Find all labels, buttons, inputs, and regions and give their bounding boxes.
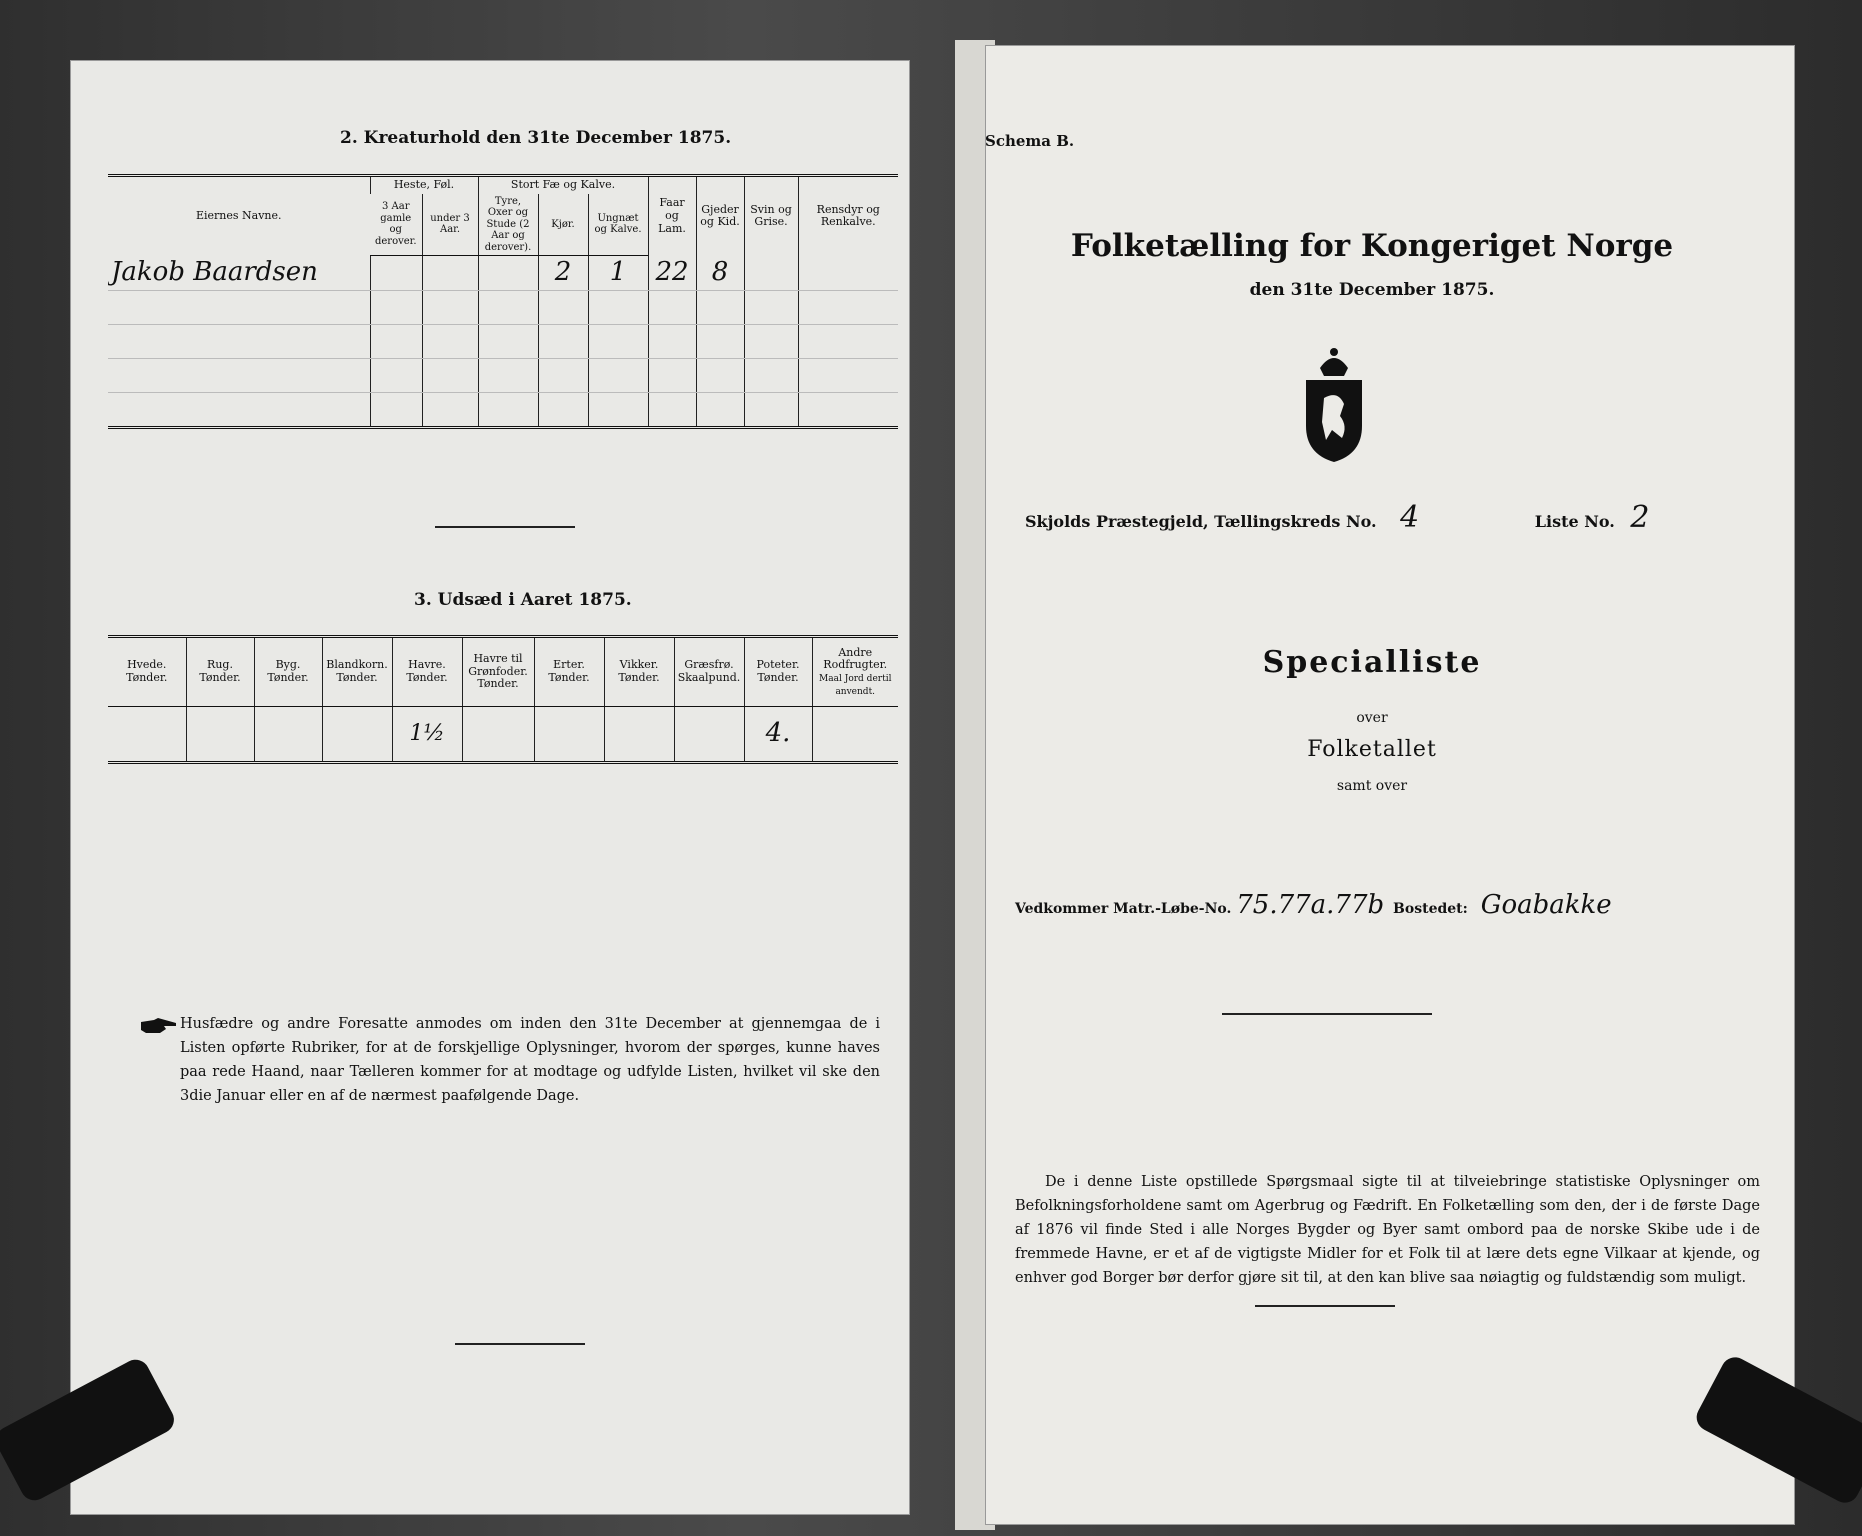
specialliste-heading: Specialliste (1262, 645, 1482, 680)
table-cell (744, 291, 798, 325)
table-cell (588, 291, 648, 325)
young-cell: 1 (588, 256, 648, 291)
table-cell (370, 256, 422, 291)
header-wheat: Hvede. Tønder. (108, 637, 186, 707)
matr-label: Vedkommer Matr.-Løbe-No. (1015, 901, 1232, 917)
header-horses: Heste, Føl. (370, 176, 478, 194)
table-cell (534, 707, 604, 763)
table-cell (478, 325, 538, 359)
over-text: over (1356, 710, 1388, 726)
header-peas: Erter. Tønder. (534, 637, 604, 707)
header-reindeer: Rensdyr og Renkalve. (798, 176, 898, 256)
table-cell (422, 359, 478, 393)
table-cell (648, 325, 696, 359)
footnote-text: De i denne Liste opstillede Spørgsmaal sigte til at tilveiebringe statistiske Oplysninger om Befolkningsforholdene samt om Agerbrug og Fædrift. En Folketælling som den, der i de første Dage af 1876 vil finde Sted i alle Norges Bygder og Byer samt ombord paa de norske Skibe ude i de fremmede Havne, er et af de vigtigste Midler for et Folk til at lære dets egne Vilkaar at kjende, og enhver god Borger bør derfor gjøre sit til, at den kan blive saa nøiagtig og fuldstændig som muligt. (1015, 1174, 1760, 1286)
table-cell (744, 359, 798, 393)
table-cell (798, 256, 898, 291)
header-goats: Gjeder og Kid. (696, 176, 744, 256)
table-cell (108, 393, 370, 428)
matr-value: 75.77a.77b (1236, 890, 1385, 920)
header-grass: Græsfrø. Skaalpund. (674, 637, 744, 707)
table-cell (696, 325, 744, 359)
table-cell (108, 359, 370, 393)
table-cell (422, 256, 478, 291)
section3-title: 3. Udsæd i Aaret 1875. (414, 590, 632, 610)
divider-line (1222, 1013, 1432, 1015)
table-cell (108, 325, 370, 359)
pointing-hand-icon (140, 1017, 178, 1035)
potatoes-cell: 4. (744, 707, 812, 763)
table-cell (370, 325, 422, 359)
header-vetch: Vikker. Tønder. (604, 637, 674, 707)
table-cell (696, 393, 744, 428)
table-cell (422, 325, 478, 359)
table-cell (462, 707, 534, 763)
section2-title: 2. Kreaturhold den 31te December 1875. (340, 128, 732, 148)
district-number: 4 (1400, 500, 1420, 535)
table-cell (744, 325, 798, 359)
owner-name-cell: Jakob Baardsen (108, 256, 370, 291)
table-cell (478, 256, 538, 291)
matrikkel-line (1015, 890, 1612, 920)
header-barley: Byg. Tønder. (254, 637, 322, 707)
coat-of-arms-icon (1298, 346, 1370, 466)
table-cell (370, 359, 422, 393)
schema-label: Schema B. (985, 132, 1075, 150)
subheader-young: Ungnæt og Kalve. (588, 194, 648, 256)
table-cell (478, 291, 538, 325)
table-cell (648, 393, 696, 428)
table-cell (478, 393, 538, 428)
header-sheep: Faar og Lam. (648, 176, 696, 256)
notice-text: Husfædre og andre Foresatte anmodes om inden den 31te December at gjennemgaa de i Listen opførte Rubriker, for at de forskjellige Oplysninger, hvorom der spørges, kunne haves paa rede Haand, naar Tælleren kommer for at modtage og udfylde Listen, hvilket vil ske den 3die Januar eller en af de nærmest paafølgende Dage. (180, 1016, 880, 1104)
sowing-table (108, 635, 898, 764)
list-number: 2 (1630, 500, 1650, 535)
bosted-label: Bostedet: (1393, 901, 1468, 917)
list-label: Liste No. (1534, 512, 1615, 531)
header-pigs: Svin og Grise. (744, 176, 798, 256)
parish-line (1025, 500, 1650, 535)
divider-line (435, 526, 575, 528)
table-cell (812, 707, 898, 763)
table-cell (538, 359, 588, 393)
subheader-horses-young: under 3 Aar. (422, 194, 478, 256)
livestock-table (108, 174, 898, 429)
table-cell (648, 359, 696, 393)
table-cell (322, 707, 392, 763)
table-cell (674, 707, 744, 763)
table-cell (588, 393, 648, 428)
header-owner: Eiernes Navne. (108, 176, 370, 256)
parish-label: Skjolds Præstegjeld, Tællingskreds No. (1025, 512, 1377, 531)
bosted-value: Goabakke (1480, 890, 1612, 920)
header-mixed: Blandkorn. Tønder. (322, 637, 392, 707)
table-cell (648, 291, 696, 325)
table-cell (696, 291, 744, 325)
table-cell (604, 707, 674, 763)
table-cell (588, 359, 648, 393)
header-rye: Rug. Tønder. (186, 637, 254, 707)
table-cell (254, 707, 322, 763)
table-cell (588, 325, 648, 359)
table-cell (538, 291, 588, 325)
folketallet-heading: Folketallet (1307, 737, 1437, 762)
subheader-bulls: Tyre, Oxer og Stude (2 Aar og derover). (478, 194, 538, 256)
subheader-cows: Kjør. (538, 194, 588, 256)
oats-cell: 1½ (392, 707, 462, 763)
cows-cell: 2 (538, 256, 588, 291)
header-cattle: Stort Fæ og Kalve. (478, 176, 648, 194)
header-potatoes: Poteter. Tønder. (744, 637, 812, 707)
table-cell (538, 393, 588, 428)
table-cell (422, 291, 478, 325)
table-cell (422, 393, 478, 428)
table-cell (370, 291, 422, 325)
goats-cell: 8 (696, 256, 744, 291)
divider-line (455, 1343, 585, 1345)
samt-over-text: samt over (1336, 778, 1408, 794)
table-cell (186, 707, 254, 763)
table-cell (798, 291, 898, 325)
table-cell (370, 393, 422, 428)
table-cell (478, 359, 538, 393)
subheader-horses-old: 3 Aar gamle og derover. (370, 194, 422, 256)
sheep-cell: 22 (648, 256, 696, 291)
table-cell (538, 325, 588, 359)
page-title: Folketælling for Kongeriget Norge (1070, 228, 1674, 264)
header-oats-green: Havre til Grønfoder. Tønder. (462, 637, 534, 707)
table-cell (798, 325, 898, 359)
table-cell (108, 291, 370, 325)
divider-line (1255, 1305, 1395, 1307)
table-cell (744, 393, 798, 428)
table-cell (744, 256, 798, 291)
page-subtitle: den 31te December 1875. (1249, 280, 1495, 300)
table-cell (798, 393, 898, 428)
header-oats: Havre. Tønder. (392, 637, 462, 707)
table-cell (798, 359, 898, 393)
table-cell (108, 707, 186, 763)
header-roots: Andre Rodfrugter. Maal Jord dertil anvendt. (812, 637, 898, 707)
table-cell (696, 359, 744, 393)
